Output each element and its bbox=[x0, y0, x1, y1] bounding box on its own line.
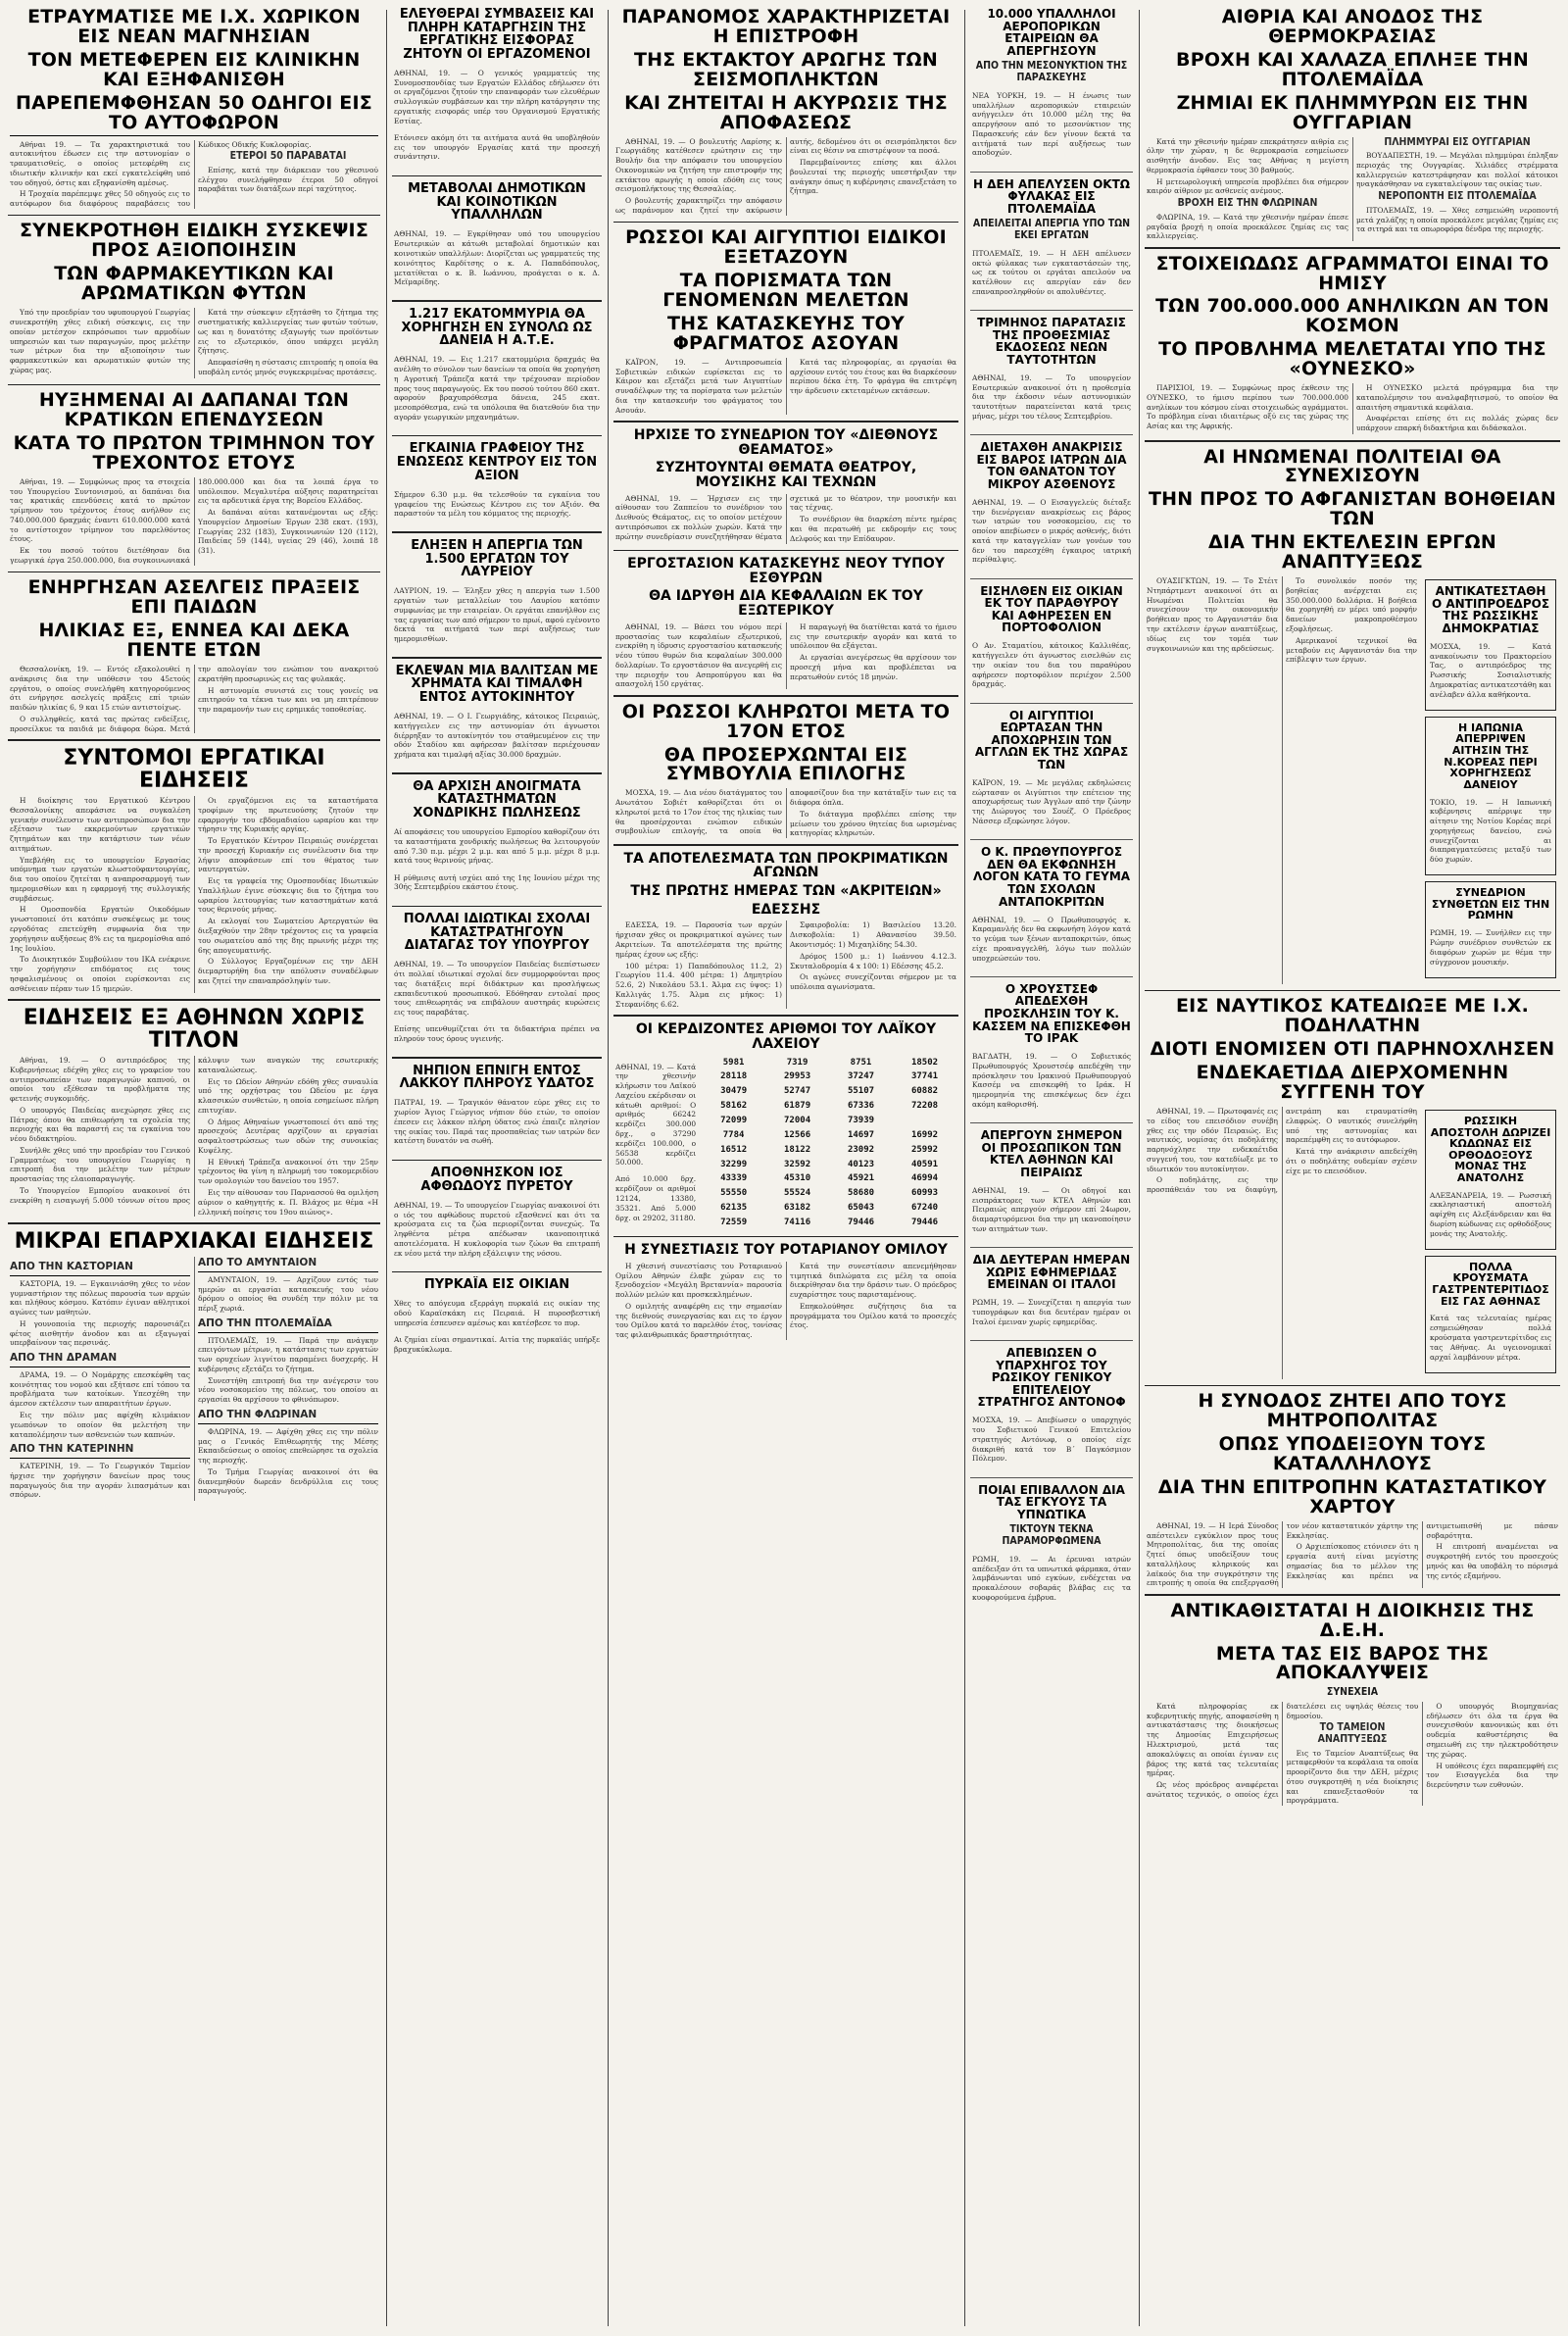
lottery-row bbox=[702, 1157, 956, 1171]
article-body: ΑΘΗΝΑΙ, 19. — Οι οδηγοί και εισπράκτορες των ΚΤΕΛ Αθηνών και Πειραιώς απεργούν σήμερον επί 24ωρον, διαμαρτυρόμενοι δια την μη ικανοποίησιν των αιτημάτων των. bbox=[972, 1185, 1131, 1233]
article-body: Αθήναι, 19. — Συμφώνως προς τα στοιχεία του Υπουργείου Συντονισμού, αι δαπάναι δια τας κρατικάς επενδύσεις κατά το πρώτον τρίμηνον του τρέχοντος έτους ανήλθον εις 740.000.000 δραχμάς έναντι 610.000.000 κατά το αντίστοιχον τρίμηνον του παρελθόντος έτους. Εκ του ποσού τούτου διετέθησαν δια γεωργικά έργα 250.000.000, δια συγκοινωνιακά 180.000.000 και δια τα λοιπά έργα το υπόλοιπον. Μεγαλυτέρα αύξησις παρατηρείται εις τα αρδευτικά έργα της Βορείου Ελλάδος. Αι δαπάναι αύται κατανέμονται ως εξής: Υπουργείον Δημοσίων Έργων 238 εκατ. (193), Γεωργίας 232 (183), Συγκοινωνιών 120 (112), Παιδείας 59 (144), υγείας 29 (46), λοιπά 18 (31). bbox=[10, 476, 378, 565]
article-body: ΑΘΗΝΑΙ, 19. — Το υπουργείον Γεωργίας ανακοινοί ότι ο ιός του αφθώδους πυρετού εξασθενεί και ότι τα κρούσματα εις τα ζώα περιορίζονται συνεχώς. Τα ληφθέντα μέτρα απέδωσαν ικανοποιητικά αποτελέσματα. Η κυκλοφορία των ζώων θα επιτραπή εκ νέου μετά την πλήρη εξάλειψιν της νόσου. bbox=[394, 1200, 600, 1258]
rule bbox=[970, 310, 1133, 311]
lottery-number: 61879 bbox=[784, 1101, 811, 1112]
headline-line: ΣΤΟΙΧΕΙΩΔΩΣ ΑΓΡΑΜΜΑΤΟΙ ΕΙΝΑΙ ΤΟ ΗΜΙΣΥ bbox=[1155, 252, 1549, 294]
article-body: ΟΥΑΣΙΓΚΤΩΝ, 19. — Το Στέιτ Ντηπάρτμεντ ανακοινοί ότι αι Ηνωμέναι Πολιτείαι θα συνεχίσουν την οικονομικήν βοήθειαν προς το Αφγανιστάν δια την εκτέλεσιν έργων αναπτύξεως, ιδίως εις τον τομέα των συγκοινωνιών και της αρδεύσεως. Το συνολικόν ποσόν της βοηθείας ανέρχεται εις 350.000.000 δολλάρια. Η βοήθεια θα χορηγηθή εν μέρει υπό μορφήν δανείων μακροπροθέσμου εξοφλήσεως. Αμερικανοί τεχνικοί θα μεταβούν εις Αφγανιστάν δια την επίβλεψιν των έργων. bbox=[1147, 576, 1417, 665]
lottery-number: 28118 bbox=[720, 1071, 748, 1082]
article-body: Αί αποφάσεις του υπουργείου Εμπορίου καθορίζουν ότι τα καταστήματα χονδρικής πωλήσεως θα λειτουργούν από 7.30 π.μ. μέχρι 2 μ.μ. και από 5 μ.μ. μέχρι 8 μ.μ. κατά τους θερινούς μήνας. Η ρύθμισις αυτή ισχύει από της 1ης Ιουνίου μέχρι της 30ής Σεπτεμβρίου εκάστου έτους. bbox=[394, 827, 600, 892]
lottery-number: 32299 bbox=[720, 1159, 748, 1169]
headline-line: ΗΛΙΚΙΑΣ ΕΞ, ΕΝΝΕΑ ΚΑΙ ΔΕΚΑ ΠΕΝΤΕ ΕΤΩΝ bbox=[38, 620, 350, 662]
lottery-number: 67336 bbox=[847, 1101, 875, 1112]
rule bbox=[8, 215, 380, 217]
article-rotary bbox=[612, 1241, 960, 1340]
article-egypt-celebrates bbox=[968, 708, 1135, 834]
article-body: ΑΘΗΝΑΙ, 19. — Ο γενικός γραμματεύς της Συνομοσπονδίας των Εργατών Ελλάδος εδήλωσεν ότι οι εργαζόμενοι ζητούν την επαναφοράν των ελευθέρων συλλογικών συμβάσεων και την πλήρη κατάργησιν της εργατικής εισφοράς υπέρ του Οργανισμού Εργατικής Εστίας. Ετόνισεν ακόμη ότι τα αιτήματα αυτά θα υποβληθούν εις τον υπουργόν Εργασίας κατά την προσεχή συνάντησιν. bbox=[394, 68, 600, 162]
rule bbox=[613, 222, 958, 224]
article-body: Αθήναι, 19. — Ο αντιπρόεδρος της Κυβερνήσεως εδέχθη χθες εις το γραφείον του αντιπροσωπείαν των παραγωγών καπνού, οι οποίοι του εξέθεσαν τα προβλήματα της φετεινής συγκομιδής. Ο υπουργός Παιδείας ανεχώρησε χθες εις Πάτρας όπου θα επιθεωρήση τα σχολεία της περιοχής και θα παραστή εις τα εγκαίνια του νέου διδακτηρίου. Συνήλθε χθες υπό την προεδρίαν του Γενικού Γραμματέως του υπουργείου Γεωργίας η επιτροπή δια την μελέτην των μέτρων προστασίας της ελαιοπαραγωγής. Το Υπουργείον Εμπορίου ανακοινοί ότι ενεκρίθη η εισαγωγή 5.000 τόννων σίτου προς κάλυψιν των αναγκών της εσωτερικής καταναλώσεως. Εις το Ωδείον Αθηνών εδόθη χθες συναυλία υπό της ορχήστρας του Ωδείου με έργα κλασσικών συνθετών, η οποία εσημείωσε πλήρη επιτυχίαν. Ο Δήμος Αθηναίων γνωστοποιεί ότι από της προσεχούς Δευτέρας αρχίζουν αι εργασίαι ασφαλτοστρώσεως των οδών της συνοικίας Κυψέλης. Η Εθνική Τράπεζα ανακοινοί ότι την 25ην τρέχοντος θα γίνη η πληρωμή του τοκομεριδίου των ομολογιών του δανείου του 1957. Εις την αίθουσαν του Παρνασσού θα ομιλήση αύριον ο καθηγητής κ. Π. Βλάχος με θέμα «Η ελληνική ποίησις του 19ου αιώνος». bbox=[10, 1056, 378, 1217]
article-afghanistan-aid bbox=[1143, 446, 1562, 984]
headline: Η ΔΕΗ ΑΠΕΛΥΣΕΝ ΟΚΤΩ ΦΥΛΑΚΑΣ ΕΙΣ ΠΤΟΛΕΜΑΪΔΑ bbox=[973, 176, 1130, 216]
lottery-number: 60882 bbox=[910, 1086, 939, 1097]
lottery-number: 55524 bbox=[784, 1188, 811, 1199]
column-rule bbox=[964, 10, 965, 2326]
headline-line: ΤΗΣ ΕΚΤΑΚΤΟΥ ΑΡΩΓΗΣ ΤΩΝ ΣΕΙΣΜΟΠΛΗΚΤΩΝ bbox=[633, 48, 939, 90]
article-body: Αθήναι 19. — Τα χαρακτηριστικά του αυτοκινήτου έδωσεν εις την αστυνομίαν ο τραυματισθείς, ο οποίος μετεφέρθη εις ιδιωτικήν κλινικήν και εκεί εγκατελείφθη υπό του οδηγού, όστις και εξηφανίσθη αμέσως. Η Τροχαία παρέπεμψε χθες 50 οδηγούς εις το αυτόφωρον δια διαφόρους παραβάσεις του Κώδικος Οδικής Κυκλοφορίας. ΕΤΕΡΟΙ 50 ΠΑΡΑΒΑΤΑΙ Επίσης, κατά την διάρκειαν του χθεσινού ελέγχου συνελήφθησαν έτεροι 50 οδηγοί παραβάται των διατάξεων περί ταχύτητος. bbox=[10, 139, 378, 209]
article-weather bbox=[1143, 6, 1562, 241]
headline: ΠΟΙΑΙ ΕΠΙΒΑΛΛΟΝ ΔΙΑ ΤΑΣ ΕΓΚΥΟΥΣ ΤΑ ΥΠΝΩΤΙΚΑ bbox=[978, 1482, 1125, 1521]
rule bbox=[8, 999, 380, 1001]
headline: ΑΠΟΘΝΗΣΚΟΝ ΙΟΣ ΑΦΘΩΔΟΥΣ ΠΥΡΕΤΟΥ bbox=[420, 1166, 573, 1194]
headline: ΑΝΤΙΚΑΤΕΣΤΑΘΗ Ο ΑΝΤΙΠΡΟΕΔΡΟΣ ΤΗΣ ΡΩΣΣΙΚΗΣ ΔΗΜΟΚΡΑΤΙΑΣ bbox=[1431, 584, 1550, 635]
rule bbox=[392, 1057, 602, 1059]
rule bbox=[392, 435, 602, 437]
lottery-number: 37741 bbox=[910, 1071, 939, 1082]
rule bbox=[8, 572, 380, 573]
article-body: Σήμερον 6.30 μ.μ. θα τελεσθούν τα εγκαίνια του γραφείου της Ενώσεως Κέντρου εις τον Αξιόν. Θα παραστούν τα μέλη του κόμματος της περιοχής. bbox=[394, 489, 600, 519]
section-heading: ΑΠΟ ΤΗΝ ΚΑΣΤΟΡΙΑΝ bbox=[10, 1261, 190, 1276]
rule bbox=[392, 906, 602, 908]
headline-line: ΔΙΟΤΙ ΕΝΟΜΙΣΕΝ ΟΤΙ ΠΑΡΗΝΟΧΛΗΣΕΝ bbox=[1150, 1038, 1555, 1061]
headline: ΣΥΝΤΟΜΟΙ ΕΡΓΑΤΙΚΑΙ ΕΙΔΗΣΕΙΣ bbox=[63, 745, 325, 793]
headline: ΔΙΕΤΑΧΘΗ ΑΝΑΚΡΙΣΙΣ ΕΙΣ ΒΑΡΟΣ ΙΑΤΡΩΝ ΔΙΑ ΤΟΝ ΘΑΝΑΤΟΝ ΤΟΥ ΜΙΚΡΟΥ ΑΣΘΕΝΟΥΣ bbox=[976, 440, 1127, 491]
subhead: ΑΠΟ ΤΗΝ ΜΕΣΟΝΥΚΤΙΟΝ ΤΗΣ ΠΑΡΑΣΚΕΥΗΣ bbox=[975, 60, 1128, 83]
article-body: ΑΘΗΝΑΙ, 19. — Ο Πρωθυπουργός κ. Καραμανλής δεν θα εκφωνήση λόγον κατά το γεύμα των ξένων ανταποκριτών, όπως είχε προαναγγελθή, λόγω των πολλών υποχρεώσεών του. bbox=[972, 915, 1131, 963]
article-body: ΑΠΟ ΤΗΝ ΚΑΣΤΟΡΙΑΝ ΚΑΣΤΟΡΙΑ, 19. — Εγκαινιάσθη χθες το νέον γυμναστήριον της πόλεως παρουσία των αρχών και πλήθους κόσμου. Κατόπιν έγιναν αθλητικοί αγώνες των μαθητών. Η γουνοποιία της περιοχής παρουσιάζει φέτος αισθητήν άνοδον και αι εξαγωγαί υπερβαίνουν τας περσινάς. ΑΠΟ ΤΗΝ ΔΡΑΜΑΝ ΔΡΑΜΑ, 19. — Ο Νομάρχης επεσκέφθη τας κοινότητας του νομού και εξήτασε επί τόπου τα προβλήματα των κατοίκων. Υπεσχέθη την άμεσον εκτέλεσιν των απαραιτήτων έργων. Εις την πόλιν μας αφίχθη κλιμάκιον γεωπόνων το οποίον θα μελετήση την καταπολέμησιν των ασθενειών των καπνών. ΑΠΟ ΤΗΝ ΚΑΤΕΡΙΝΗΝ ΚΑΤΕΡΙΝΗ, 19. — Το Γεωργικόν Ταμείον ήρχισε την χορήγησιν δανείων προς τους παραγωγούς δια την αγοράν λιπασμάτων και σπόρων. ΑΠΟ ΤΟ ΑΜΥΝΤΑΙΟΝ ΑΜΥΝΤΑΙΟΝ, 19. — Αρχίζουν εντός των ημερών αι εργασίαι κατασκευής του νέου δρόμου ο οποίος θα συνδέη την πόλιν με τα πέριξ χωριά. ΑΠΟ ΤΗΝ ΠΤΟΛΕΜΑΪΔΑ ΠΤΟΛΕΜΑΪΣ, 19. — Παρά την ανάγκην επειγόντων μέτρων, η κατάστασις των εργατών των ορυχείων λιγνίτου παραμένει δυσχερής. Η κυβέρνησις εξετάζει το ζήτημα. Συνεστήθη επιτροπή δια την ανέγερσιν του νέου νοσοκομείου της πόλεως, του οποίου αι εργασίαι θα αρχίσουν το φθινόπωρον. ΑΠΟ ΤΗΝ ΦΛΩΡΙΝΑΝ ΦΛΩΡΙΝΑ, 19. — Αφίχθη χθες εις την πόλιν μας ο Γενικός Επιθεωρητής της Μέσης Εκπαιδεύσεως ο οποίος επεθεώρησε τα σχολεία της περιοχής. Το Τμήμα Γεωργίας ανακοινοί ότι θα διανεμηθούν δωρεάν δενδρύλλια εις τους παραγωγούς. bbox=[10, 1256, 378, 1500]
rule bbox=[1145, 1385, 1560, 1387]
rule bbox=[392, 175, 602, 177]
article-airline-strike bbox=[968, 6, 1135, 166]
article-antonov-died bbox=[968, 1345, 1135, 1471]
headline: ΕΚΛΕΨΑΝ ΜΙΑ ΒΑΛΙΤΣΑΝ ΜΕ ΧΡΗΜΑΤΑ ΚΑΙ ΤΙΜΑΛΦΗ ΕΝΤΟΣ ΑΥΤΟΚΙΝΗΤΟΥ bbox=[395, 663, 599, 706]
article-body: ΜΟΣΧΑ, 19. — Απεβίωσεν ο υπαρχηγός του Σοβιετικού Γενικού Επιτελείου στρατηγός Αντόνωφ, ο οποίος είχε διακριθή κατά τον Β΄ Παγκόσμιον Πόλεμον. bbox=[972, 1416, 1131, 1464]
article-body: Θεσσαλονίκη, 19. — Εντός εξακολουθεί η ανάκρισις δια την υπόθεσιν του 45ετούς εργάτου, ο οποίος συνελήφθη κατηγορούμενος ότι ενήργησε ασελγείς πράξεις επί τριών παιδών ηλικίας 6, 9 και 15 ετών αντιστοίχως. Ο συλληφθείς, κατά τας πρώτας ενδείξεις, προσείλκυε τα παιδιά με διάφορα δώρα. Μετά την απολογίαν του ενώπιον του ανακριτού εκρατήθη προσωρινώς εις τας φυλακάς. Η αστυνομία συνιστά εις τους γονείς να επιτηρούν τα τέκνα των και να μη επιτρέπουν την παραμονήν των εις ερημικάς τοποθεσίας. bbox=[10, 664, 378, 733]
headline: ΠΥΡΚΑΪΑ ΕΙΣ ΟΙΚΙΑΝ bbox=[423, 1277, 570, 1293]
headline-line: ΤΑ ΠΟΡΙΣΜΑΤΑ ΤΩΝ ΓΕΝΟΜΕΝΩΝ ΜΕΛΕΤΩΝ bbox=[662, 270, 909, 312]
article-body: Χθες το απόγευμα εξερράγη πυρκαϊά εις οικίαν της οδού Καραϊσκάκη εις Πειραιά. Η πυροσβεστική υπηρεσία έσπευσεν αμέσως και κατέσβεσε το πυρ. Αι ζημίαι είναι σημαντικαί. Αιτία της πυρκαϊάς υπήρξε βραχυκύκλωμα. bbox=[394, 1299, 600, 1354]
article-body: ΑΛΕΞΑΝΔΡΕΙΑ, 19. — Ρωσσική εκκλησιαστική αποστολή αφίχθη εις Αλεξάνδρειαν και θα δωρίση κώδωνας εις ορθοδόξους μονάς της Ανατολής. bbox=[1430, 1190, 1551, 1238]
rule bbox=[613, 421, 958, 422]
article-unesco-literacy bbox=[1143, 253, 1562, 434]
lottery-number: 55107 bbox=[847, 1086, 875, 1097]
article-body: ΠΤΟΛΕΜΑΪΣ, 19. — Η ΔΕΗ απέλυσεν οκτώ φύλακας των εγκαταστάσεών της, ως εκ τούτου οι εργάται απειλούν να κατέλθουν εις απεργίαν εάν δεν επαναπροσληφθούν οι απολυθέντες. bbox=[972, 248, 1131, 296]
headline-line: ΤΗΣ ΠΡΩΤΗΣ ΗΜΕΡΑΣ ΤΩΝ «ΑΚΡΙΤΕΙΩΝ» bbox=[630, 883, 942, 900]
headline: ΡΩΣΣΙΚΗ ΑΠΟΣΤΟΛΗ ΔΩΡΙΖΕΙ ΚΩΔΩΝΑΣ ΕΙΣ ΟΡΘΟΔΟΞΟΥΣ ΜΟΝΑΣ ΤΗΣ ΑΝΑΤΟΛΗΣ bbox=[1430, 1114, 1551, 1184]
rule bbox=[970, 1247, 1133, 1248]
lottery-row bbox=[702, 1171, 956, 1186]
rule bbox=[970, 839, 1133, 840]
article-body: ΚΑΪΡΟΝ, 19. — Με μεγάλας εκδηλώσεις εώρτασαν οι Αιγύπτιοι την επέτειον της αποχωρήσεως των Άγγλων από την ζώνην της Διώρυγος του Σουέζ. Ο Πρόεδρος Νάσσερ εξεφώνησε λόγον. bbox=[972, 777, 1131, 825]
headline: ΤΡΙΜΗΝΟΣ ΠΑΡΑΤΑΣΙΣ ΤΗΣ ΠΡΟΘΕΣΜΙΑΣ ΕΚΔΟΣΕΩΣ ΝΕΩΝ ΤΑΥΤΟΤΗΤΩΝ bbox=[977, 316, 1126, 367]
headline: ΜΙΚΡΑΙ ΕΠΑΡΧΙΑΚΑΙ ΕΙΔΗΣΕΙΣ bbox=[14, 1228, 374, 1254]
article-doctors-inquiry bbox=[968, 439, 1135, 572]
article-body: ΑΘΗΝΑΙ, 19. — Εις 1.217 εκατομμύρια δραχμάς θα ανέλθη το σύνολον των δανείων τα οποία θα χορηγήση η Αγροτική Τράπεζα κατά την τρέχουσαν περίοδον προς τους παραγωγούς. Εκ του ποσού τούτου 860 εκατ. αφορούν βραχυπρόθεσμα δάνεια, 245 εκατ. μεσοπρόθεσμα, ενώ τα υπόλοιπα θα διατεθούν δια την αγοράν γεωργικών μηχανημάτων. bbox=[394, 355, 600, 422]
headline-line: Η ΣΥΝΟΔΟΣ ΖΗΤΕΙ ΑΠΟ ΤΟΥΣ ΜΗΤΡΟΠΟΛΙΤΑΣ bbox=[1198, 1390, 1507, 1432]
lottery-number: 45310 bbox=[784, 1173, 811, 1184]
subhead: ΑΠΕΙΛΕΙΤΑΙ ΑΠΕΡΓΙΑ ΥΠΟ ΤΩΝ ΕΚΕΙ ΕΡΓΑΤΩΝ bbox=[972, 218, 1131, 241]
headline: 1.217 ΕΚΑΤΟΜΜΥΡΙΑ ΘΑ ΧΟΡΗΓΗΣΗ ΕΝ ΣΥΝΟΛΩ ΩΣ ΔΑΝΕΙΑ Η Α.Τ.Ε. bbox=[401, 306, 593, 349]
headline: ΕΙΣΗΛΘΕΝ ΕΙΣ ΟΙΚΙΑΝ ΕΚ ΤΟΥ ΠΑΡΑΘΥΡΟΥ ΚΑΙ ΑΦΗΡΕΣΕΝ ΕΝ ΠΟΡΤΟΦΟΛΙΟΝ bbox=[980, 583, 1123, 635]
article-italy-papers bbox=[968, 1252, 1135, 1334]
article-body: ΑΘΗΝΑΙ, 19. — Κατά την χθεσινήν κλήρωσιν του Λαϊκού Λαχείου εκέρδισαν οι κάτωθι αριθμοί: Ο αριθμός 66242 κερδίζει 300.000 δρχ., ο 37290 κερδίζει 100.000, ο 56538 κερδίζει 50.000. Από 10.000 δρχ. κερδίζουν οι αριθμοί 12124, 13380, 35321. Από 5.000 δρχ. οι 29202, 31180. bbox=[615, 1062, 697, 1222]
lottery-number: 32592 bbox=[784, 1159, 811, 1169]
article-body: ΒΑΓΔΑΤΗ, 19. — Ο Σοβιετικός Πρωθυπουργός Χρουστσέφ απεδέχθη την πρόσκλησιν του Ιρακινού Πρωθυπουργού Κασσέμ να επισκεφθή το Ιράκ. Η ημερομηνία της επισκέψεως δεν έχει ακόμη καθορισθή. bbox=[972, 1052, 1131, 1109]
headline: Η ΣΥΝΕΣΤΙΑΣΙΣ ΤΟΥ ΡΟΤΑΡΙΑΝΟΥ ΟΜΙΛΟΥ bbox=[624, 1242, 948, 1259]
lottery-number: 46994 bbox=[910, 1173, 939, 1184]
headline: ΜΕΤΑΒΟΛΑΙ ΔΗΜΟΤΙΚΩΝ ΚΑΙ ΚΟΙΝΟΤΙΚΩΝ ΥΠΑΛΛΗΛΩΝ bbox=[408, 181, 586, 224]
subhead: ΕΤΕΡΟΙ 50 ΠΑΡΑΒΑΤΑΙ bbox=[229, 150, 347, 163]
headline-line: ΑΙ ΗΝΩΜΕΝΑΙ ΠΟΛΙΤΕΙΑΙ ΘΑ ΣΥΝΕΧΙΣΟΥΝ bbox=[1203, 445, 1501, 487]
rule bbox=[613, 550, 958, 552]
column-2 bbox=[390, 6, 604, 2330]
rule bbox=[613, 1236, 958, 1238]
lottery-number: 18502 bbox=[910, 1057, 939, 1068]
lottery-row bbox=[702, 1186, 956, 1201]
lottery-number: 14697 bbox=[847, 1129, 875, 1140]
lottery-number: 16992 bbox=[910, 1129, 939, 1140]
headline-line: ΕΝΔΕΚΑΕΤΙΔΑ ΔΙΕΡΧΟΜΕΝΗΝ ΣΥΓΓΕΝΗ ΤΟΥ bbox=[1196, 1062, 1509, 1104]
article-ate-loans bbox=[390, 306, 604, 429]
lottery-number: 25992 bbox=[910, 1144, 939, 1155]
lottery-number: 74116 bbox=[784, 1218, 811, 1228]
headline: ΠΟΛΛΑ ΚΡΟΥΣΜΑΤΑ ΓΑΣΤΡΕΝΤΕΡΙΤΙΔΟΣ ΕΙΣ ΓΑΣ ΑΘΗΝΑΣ bbox=[1432, 1260, 1549, 1308]
headline-line: ΤΗΣ ΚΑΤΑΣΚΕΥΗΣ ΤΟΥ ΦΡΑΓΜΑΤΟΣ ΑΣΟΥΑΝ bbox=[667, 313, 905, 354]
article-municipal-staff bbox=[390, 180, 604, 294]
subhead: ΣΥΝΕΧΕΙΑ bbox=[1326, 1686, 1379, 1699]
rule bbox=[613, 695, 958, 697]
lottery-number: 45921 bbox=[847, 1173, 875, 1184]
article-door-factory bbox=[612, 555, 960, 689]
article-body: ΤΟΚΙΟ, 19. — Η Ιαπωνική κυβέρνησις απέρριψε την αίτησιν της Νοτίου Κορέας περί χορηγήσεως δανείου, ενώ συνεχίζονται αι διαπραγματεύσεις μεταξύ των δύο χωρών. bbox=[1430, 797, 1551, 865]
headline: 10.000 ΥΠΑΛΛΗΛΟΙ ΑΕΡΟΠΟΡΙΚΩΝ ΕΤΑΙΡΕΙΩΝ ΘΑ ΑΠΕΡΓΗΣΟΥΝ bbox=[987, 7, 1116, 58]
rule bbox=[970, 578, 1133, 579]
lottery-number: 65043 bbox=[847, 1203, 875, 1214]
headline: ΑΠΕΒΙΩΣΕΝ Ο ΥΠΑΡΧΗΓΟΣ ΤΟΥ ΡΩΣΙΚΟΥ ΓΕΝΙΚΟΥ ΕΠΙΤΕΛΕΙΟΥ ΣΤΡΑΤΗΓΟΣ ΑΝΤΟΝΟΦ bbox=[977, 1345, 1126, 1410]
lottery-number: 16512 bbox=[720, 1144, 748, 1155]
boxed-article bbox=[1425, 579, 1556, 711]
lottery-number: 7319 bbox=[786, 1057, 808, 1068]
headline-line: ΣΥΝΕΚΡΟΤΗΘΗ ΕΙΔΙΚΗ ΣΥΣΚΕΨΙΣ ΠΡΟΣ ΑΞΙΟΠΟΙΗΣΙΝ bbox=[19, 220, 369, 262]
subhead: ΤΟ ΤΑΜΕΙΟΝ ΑΝΑΠΤΥΞΕΩΣ bbox=[1317, 1721, 1388, 1746]
rule bbox=[8, 1222, 380, 1224]
article-body: ΜΟΣΧΑ, 19. — Δια νέου διατάγματος του Ανωτάτου Σοβιέτ καθορίζεται ότι οι κληρωτοί μετά το 17ον έτος της ηλικίας των θα προσέρχονται ενώπιον ειδικών συμβουλίων επιλογής, τα οποία θα αποφασίζουν δια την κατάταξίν των εις τα διάφορα όπλα. Το διάταγμα προβλέπει επίσης την μείωσιν του χρόνου θητείας δια ωρισμένας κατηγορίας κληρωτών. bbox=[615, 788, 956, 838]
article-body: ΕΔΕΣΣΑ, 19. — Παρουσία των αρχών ήρχισαν χθες οι προκριματικοί αγώνες των Ακριτείων. Τα αποτελέσματα της πρώτης ημέρας έχουν ως εξής: 100 μέτρα: 1) Παπαδόπουλος 11.2, 2) Γεωργίου 11.4. 400 μέτρα: 1) Δημητρίου 52.6, 2) Νικολάου 53.1. Άλμα εις ύψος: 1) Καλλιγάς 1.75. Άλμα εις μήκος: 1) Στεφανίδης 6.62. Σφαιροβολία: 1) Βασιλείου 13.20. Δισκοβολία: 1) Αθανασίου 39.50. Ακοντισμός: 1) Μιχαηλίδης 54.30. Δρόμος 1500 μ.: 1) Ιωάννου 4.12.3. Σκυταλοδρομία 4 x 100: 1) Εδέσσης 45.2. Οι αγώνες συνεχίζονται σήμερον με τα υπόλοιπα αγωνίσματα. bbox=[615, 920, 956, 1009]
headline-line: ΔΙΑ ΤΗΝ ΕΠΙΤΡΟΠΗΝ ΚΑΤΑΣΤΑΤΙΚΟΥ ΧΑΡΤΟΥ bbox=[1157, 1475, 1547, 1517]
rule bbox=[613, 1015, 958, 1017]
headline-line: ΤΑ ΑΠΟΤΕΛΕΣΜΑΤΑ ΤΩΝ ΠΡΟΚΡΙΜΑΤΙΚΩΝ ΑΓΩΝΩΝ bbox=[623, 850, 949, 881]
column-rule bbox=[386, 10, 387, 2326]
lottery-row bbox=[702, 1069, 956, 1084]
rule bbox=[970, 172, 1133, 173]
article-akriteia-games bbox=[612, 850, 960, 1010]
article-body: ΝΕΑ ΥΟΡΚΗ, 19. — Η ένωσις των υπαλλήλων αεροπορικών εταιρειών ανήγγειλεν ότι 10.000 μέλη της θα απεργήσουν από το μεσονύκτιον της Παρασκευής εάν δεν γίνουν δεκτά τα αιτήματά των περί αυξήσεως των αποδοχών. bbox=[972, 90, 1131, 158]
lottery-number: 12566 bbox=[784, 1129, 811, 1140]
headline-line: ΚΑΤΑ ΤΟ ΠΡΩΤΟΝ ΤΡΙΜΗΝΟΝ ΤΟΥ ΤΡΕΧΟΝΤΟΣ ΕΤΟΥΣ bbox=[13, 431, 375, 473]
boxed-article bbox=[1425, 881, 1556, 977]
headline-line: ΘΑ ΙΔΡΥΘΗ ΔΙΑ ΚΕΦΑΛΑΙΩΝ ΕΚ ΤΟΥ ΕΞΩΤΕΡΙΚΟΥ bbox=[649, 588, 923, 620]
headline-line: ΖΗΜΙΑΙ ΕΚ ΠΛΗΜΜΥΡΩΝ ΕΙΣ ΤΗΝ ΟΥΓΓΑΡΙΑΝ bbox=[1176, 91, 1529, 133]
headline: ΣΥΝΕΔΡΙΟΝ ΣΥΝΘΕΤΩΝ ΕΙΣ ΤΗΝ ΡΩΜΗΝ bbox=[1431, 886, 1550, 922]
headline: ΘΑ ΑΡΧΙΣΗ ΑΝΟΙΓΜΑΤΑ ΚΑΤΑΣΤΗΜΑΤΩΝ ΧΟΝΔΡΙΚΗΣ ΠΩΛΗΣΕΩΣ bbox=[413, 778, 581, 821]
article-body: ΑΘΗΝΑΙ, 19. — Πρωτοφανές εις το είδος του επεισόδιον συνέβη χθες εις την οδόν Πειραιώς. Εις ναυτικός, νομίσας ότι ποδηλάτης παρηνόχλησε την ενδεκαέτιδα συγγενή του, τον κατεδίωξε με το ιδιωτικόν του αυτοκίνητον. Ο ποδηλάτης, εις την προσπάθειάν του να διαφύγη, ανετράπη και ετραυματίσθη ελαφρώς. Ο ναυτικός συνελήφθη υπό της αστυνομίας και παρεπέμφθη εις το αυτόφωρον. Κατά την ανάκρισιν απεδείχθη ότι ο ποδηλάτης ουδεμίαν σχέσιν είχε με το επεισόδιον. bbox=[1147, 1106, 1417, 1195]
headline-line: ΑΝΤΙΚΑΘΙΣΤΑΤΑΙ Η ΔΙΟΙΚΗΣΙΣ ΤΗΣ Δ.Ε.Η. bbox=[1170, 1599, 1535, 1641]
column-1 bbox=[6, 6, 382, 2330]
section-heading: ΑΠΟ ΤΗΝ ΔΡΑΜΑΝ bbox=[10, 1352, 190, 1367]
lottery-row bbox=[702, 1216, 956, 1230]
headline-line: ΤΗΝ ΠΡΟΣ ΤΟ ΑΦΓΑΝΙΣΤΑΝ ΒΟΗΘΕΙΑΝ ΤΩΝ bbox=[1148, 488, 1557, 530]
article-dei-guards bbox=[968, 176, 1135, 304]
article-sailor-cyclist bbox=[1143, 995, 1562, 1378]
headline: ΑΠΕΡΓΟΥΝ ΣΗΜΕΡΟΝ ΟΙ ΠΡΟΣΩΠΙΚΟΝ ΤΩΝ ΚΤΕΛ ΑΘΗΝΩΝ ΚΑΙ ΠΕΙΡΑΙΩΣ bbox=[980, 1128, 1123, 1179]
lottery-number: 72559 bbox=[720, 1218, 748, 1228]
lottery-number: 52747 bbox=[784, 1086, 811, 1097]
subhead: ΤΙΚΤΟΥΝ ΤΕΚΝΑ ΠΑΡΑΜΟΡΦΩΜΕΝΑ bbox=[1002, 1523, 1102, 1547]
headline-line: ΔΙΑ ΤΗΝ ΕΚΤΕΛΕΣΙΝ ΕΡΓΩΝ ΑΝΑΠΤΥΞΕΩΣ bbox=[1207, 531, 1497, 573]
headline-line: ΕΤΡΑΥΜΑΤΙΣΕ ΜΕ Ι.Χ. ΧΩΡΙΚΟΝ ΕΙΣ ΝΕΑΝ ΜΑΓΝΗΣΙΑΝ bbox=[27, 6, 361, 47]
headline: ΝΗΠΙΟΝ ΕΠΝΙΓΗ ΕΝΤΟΣ ΛΑΚΚΟΥ ΠΛΗΡΟΥΣ ΥΔΑΤΟΣ bbox=[399, 1063, 595, 1092]
article-synod-charter bbox=[1143, 1390, 1562, 1588]
article-body: Υπό την προεδρίαν του υφυπουργού Γεωργίας συνεκροτήθη χθες ειδική σύσκεψις, εις την οποίαν μετέσχον εκπρόσωποι των αρμοδίων υπηρεσιών και των παραγωγών, προς μελέτην των μέτρων δια την αξιοποίησιν των φαρμακευτικών και αρωματικών φυτών της χώρας μας. Κατά την σύσκεψιν εξητάσθη το ζήτημα της συστηματικής καλλιεργείας των φυτών τούτων, ως και η δυνατότης εξαγωγής των προϊόντων εις το εξωτερικόν, όπου υπάρχει μεγάλη ζήτησις. Απεφασίσθη η σύστασις επιτροπής η οποία θα υποβάλη εντός μηνός συγκεκριμένας προτάσεις. bbox=[10, 308, 378, 376]
headline-line: ΘΑ ΠΡΟΣΕΡΧΩΝΤΑΙ ΕΙΣ ΣΥΜΒΟΥΛΙΑ ΕΠΙΛΟΓΗΣ bbox=[663, 743, 908, 785]
rule bbox=[970, 976, 1133, 977]
lottery-number: 40123 bbox=[847, 1159, 875, 1169]
headline: ΔΙΑ ΔΕΥΤΕΡΑΝ ΗΜΕΡΑΝ ΧΩΡΙΣ ΕΦΗΜΕΡΙΔΑΣ ΕΜΕΙΝΑΝ ΟΙ ΙΤΑΛΟΙ bbox=[972, 1253, 1131, 1292]
lottery-number: 43339 bbox=[720, 1173, 748, 1184]
headline: Ο ΧΡΟΥΣΤΣΕΦ ΑΠΕΔΕΧΘΗ ΠΡΟΣΚΛΗΣΙΝ ΤΟΥ Κ. ΚΑΣΣΕΜ ΝΑ ΕΠΙΣΚΕΦΘΗ ΤΟ ΙΡΑΚ bbox=[972, 981, 1131, 1046]
rule bbox=[1145, 247, 1560, 249]
boxed-article bbox=[1425, 1256, 1556, 1373]
lottery-number: 63182 bbox=[784, 1203, 811, 1214]
headline-line: ΚΑΙ ΖΗΤΕΙΤΑΙ Η ΑΚΥΡΩΣΙΣ ΤΗΣ ΑΠΟΦΑΣΕΩΣ bbox=[624, 91, 948, 133]
headline-line: ΑΙΘΡΙΑ ΚΑΙ ΑΝΟΔΟΣ ΤΗΣ ΘΕΡΜΟΚΡΑΣΙΑΣ bbox=[1221, 6, 1484, 47]
rule bbox=[970, 1122, 1133, 1123]
article-state-investments bbox=[6, 389, 382, 566]
lottery-number: 8751 bbox=[850, 1057, 872, 1068]
article-body: ΑΘΗΝΑΙ, 19. — Βάσει του νόμου περί προστασίας των κεφαλαίων εξωτερικού, ενεκρίθη η ίδρυσις εργοστασίου κατασκευής νέου τύπου θυρών δια κεφαλαίων 300.000 δολλαρίων. Το εργοστάσιον θα ανεγερθή εις την περιοχήν του Ασπροπύργου και θα απασχολή 150 εργάτας. Η παραγωγή θα διατίθεται κατά το ήμισυ εις την εσωτερικήν αγοράν και κατά το υπόλοιπον θα εξάγεται. Αι εργασίαι ανεγέρσεως θα αρχίσουν τον προσεχή μήνα και προβλέπεται να περατωθούν εντός 18 μηνών. bbox=[615, 621, 956, 689]
article-body: ΚΑΪΡΟΝ, 19. — Αντιπροσωπεία Σοβιετικών ειδικών ευρίσκεται εις το Κάιρον και εξετάζει μετά των Αιγυπτίων συναδέλφων της τα πορίσματα των μελετών δια την κατασκευήν του φράγματος του Ασουάν. Κατά τας πληροφορίας, αι εργασίαι θα αρχίσουν εντός του έτους και θα διαρκέσουν περίπου δέκα έτη. Το φράγμα θα επιτρέψη την άρδευσιν εκτεταμένων εκτάσεων. bbox=[615, 357, 956, 415]
headline-line: ΜΕΤΑ ΤΑΣ ΕΙΣ ΒΑΡΟΣ ΤΗΣ ΑΠΟΚΑΛΥΨΕΙΣ bbox=[1215, 1642, 1490, 1684]
article-id-cards bbox=[968, 315, 1135, 428]
article-provincial-news bbox=[6, 1228, 382, 1501]
headline-line: ΣΥΖΗΤΟΥΝΤΑΙ ΘΕΜΑΤΑ ΘΕΑΤΡΟΥ, ΜΟΥΣΙΚΗΣ ΚΑΙ ΤΕΧΝΩΝ bbox=[655, 460, 917, 491]
headline-line: ΗΡΧΙΣΕ ΤΟ ΣΥΝΕΔΡΙΟΝ ΤΟΥ «ΔΙΕΘΝΟΥΣ ΘΕΑΜΑΤΟΣ» bbox=[633, 426, 939, 458]
lottery-number: 79446 bbox=[910, 1218, 939, 1228]
article-body: ΜΟΣΧΑ, 19. — Κατά ανακοίνωσιν του Πρακτορείου Τας, ο αντιπρόεδρος της Ρωσσικής Σοσιαλιστικής Δημοκρατίας αντικατεστάθη και ανέλαβεν άλλα καθήκοντα. bbox=[1430, 641, 1551, 699]
section-heading: ΑΠΟ ΤΗΝ ΚΑΤΕΡΙΝΗΝ bbox=[10, 1443, 190, 1459]
subhead: ΠΛΗΜΜΥΡΑΙ ΕΙΣ ΟΥΓΓΑΡΙΑΝ bbox=[1384, 135, 1531, 148]
lottery-row bbox=[702, 1084, 956, 1099]
article-body: ΠΑΤΡΑΙ, 19. — Τραγικόν θάνατον εύρε χθες εις το χωρίον Άγιος Γεώργιος νήπιον δύο ετών, το οποίον έπεσεν εις λάκκον πλήρη ύδατος ενώ έπαιζε πλησίον της οικίας του. Παρά τας προσπαθείας των ιατρών δεν κατέστη δυνατόν να σωθή. bbox=[394, 1098, 600, 1146]
subhead: ΝΕΡΟΠΟΝΤΗ ΕΙΣ ΠΤΟΛΕΜΑΪΔΑ bbox=[1378, 190, 1537, 203]
newspaper-page bbox=[6, 6, 1562, 2330]
article-body: Η χθεσινή συνεστίασις του Ροταριανού Ομίλου Αθηνών έλαβε χώραν εις το ξενοδοχείον «Μεγάλη Βρεταννία» παρουσία πολλών μελών και προσκεκλημένων. Ο ομιλητής αναφέρθη εις την σημασίαν της διεθνούς συνεργασίας και εις το έργον του Ομίλου κατά το παρελθόν έτος, τονίσας τας φιλανθρωπικάς δραστηριότητας. Κατά την συνεστίασιν απενεμήθησαν τιμητικά διπλώματα εις μέλη τα οποία διεκρίθησαν δια την δράσιν των. Ο πρόεδρος ευχαρίστησε τους παρισταμένους. Επηκολούθησε συζήτησις δια τα προγράμματα του Ομίλου κατά το προσεχές έτος. bbox=[615, 1261, 956, 1340]
article-body: ΑΘΗΝΑΙ, 19. — Ο βουλευτής Λαρίσης κ. Γεωργιάδης κατέθεσεν ερώτησιν εις την Βουλήν δια την απόφασιν του υπουργείου Οικονομικών να ζητήση την επιστροφήν της εκτάκτου αρωγής η οποία εδόθη εις τους σεισμοπλήκτους της Θεσσαλίας. Ο βουλευτής χαρακτηρίζει την απόφασιν ως παράνομον και ζητεί την ακύρωσιν αυτής, δεδομένου ότι οι σεισμόπληκτοι δεν είναι εις θέσιν να επιστρέψουν τα ποσά. Παρεμβαίνοντες επίσης και άλλοι βουλευταί της περιοχής υπεστήριξαν την ανάγκην όπως η κυβέρνησις επανεξετάση το ζήτημα. bbox=[615, 136, 956, 215]
article-suitcase-theft bbox=[390, 663, 604, 768]
article-wallet-theft bbox=[968, 583, 1135, 697]
article-khrushchev-iraq bbox=[968, 981, 1135, 1117]
lottery-row bbox=[702, 1142, 956, 1157]
rule bbox=[8, 739, 380, 741]
lottery-number: 72208 bbox=[910, 1101, 939, 1112]
article-body: Κατά πληροφορίας εκ κυβερνητικής πηγής, αποφασίσθη η αντικατάστασις της διοικήσεως της Δημοσίας Επιχειρήσεως Ηλεκτρισμού, μετά τας αποκαλύψεις αι οποίαι έγιναν εις βάρος της κατά τας τελευταίας ημέρας. Ως νέος πρόεδρος αναφέρεται ανώτατος τεχνικός, ο οποίος έχει διατελέσει εις υψηλάς θέσεις του δημοσίου. ΤΟ ΤΑΜΕΙΟΝ ΑΝΑΠΤΥΞΕΩΣ Εις το Ταμείον Αναπτύξεως θα μεταφερθούν τα κεφάλαια τα οποία προορίζοντο δια την ΔΕΗ, μέχρις ότου συγκροτηθή η νέα διοίκησις και επανεξετασθούν τα προγράμματα. Ο υπουργός Βιομηχανίας εδήλωσεν ότι όλα τα έργα θα συνεχισθούν κανονικώς και ότι ουδεμία καθυστέρησις θα σημειωθή εις την ηλεκτροδότησιν της χώρας. Η υπόθεσις έχει παραπεμφθή εις τον Εισαγγελέα δια την διερεύνησιν των ευθυνών. bbox=[1147, 1701, 1558, 1806]
article-russian-conscripts bbox=[612, 701, 960, 839]
rule bbox=[392, 1160, 602, 1162]
lottery-number: 58680 bbox=[847, 1188, 875, 1199]
headline-line: ΕΝΗΡΓΗΣΑΝ ΑΣΕΛΓΕΙΣ ΠΡΑΞΕΙΣ ΕΠΙ ΠΑΙΔΩΝ bbox=[27, 576, 361, 619]
headline-line: ΤΩΝ 700.000.000 ΑΝΗΛΙΚΩΝ ΑΝ ΤΟΝ ΚΟΣΜΟΝ bbox=[1155, 295, 1549, 337]
article-body: ΑΘΗΝΑΙ, 19. — Το υπουργείον Εσωτερικών ανακοινοί ότι η προθεσμία δια την έκδοσιν νέων αστυνομικών ταυτοτήτων παρατείνεται κατά τρεις μήνας, μέχρι του τέλους Σεπτεμβρίου. bbox=[972, 373, 1131, 421]
lottery-number: 67240 bbox=[910, 1203, 939, 1214]
lottery-number: 73939 bbox=[847, 1116, 875, 1126]
article-ktel-strike bbox=[968, 1127, 1135, 1241]
article-body: ΑΘΗΝΑΙ, 19. — Ήρχισεν εις την αίθουσαν του Ζαππείου το συνέδριον του Διεθνούς Θεάματος, εις το οποίον μετέχουν αντιπρόσωποι εκ πολλών χωρών. Κατά την πρώτην συνεδρίασιν συνεζητήθησαν θέματα σχετικά με το θέατρον, την μουσικήν και τας τέχνας. Το συνέδριον θα διαρκέση πέντε ημέρας και θα περατωθή με εκδρομήν εις τους Δελφούς και την Επίδαυρον. bbox=[615, 493, 956, 543]
article-body: ΡΩΜΗ, 19. — Συνεχίζεται η απεργία των τυπογράφων και δια δευτέραν ημέραν οι Ιταλοί έμειναν χωρίς εφημερίδας. bbox=[972, 1298, 1131, 1326]
headline-line: ΤΟ ΠΡΟΒΛΗΜΑ ΜΕΛΕΤΑΤΑΙ ΥΠΟ ΤΗΣ «ΟΥΝΕΣΚΟ» bbox=[1158, 338, 1546, 380]
rule bbox=[1145, 440, 1560, 442]
headline-line: ΠΑΡΑΝΟΜΟΣ ΧΑΡΑΚΤΗΡΙΖΕΤΑΙ Η ΕΠΙΣΤΡΟΦΗ bbox=[621, 6, 951, 47]
article-aswan-dam bbox=[612, 226, 960, 415]
article-body: ΑΘΗΝΑΙ, 19. — Εγκρίθησαν υπό του υπουργείου Εσωτερικών αι κάτωθι μεταβολαί δημοτικών και κοινοτικών υπαλλήλων: Διορίζεται ως γραμματεύς της κοινότητος Καρδίτσης ο κ. Α. Παπαδόπουλος, μετατίθεται ο κ. Β. Ιωάννου, προάγεται ο κ. Δ. Μεϊμαρίδης. bbox=[394, 229, 600, 287]
article-infant-drowned bbox=[390, 1063, 604, 1154]
headline-line: ΕΙΣ ΝΑΥΤΙΚΟΣ ΚΑΤΕΔΙΩΞΕ ΜΕ Ι.Χ. ΠΟΔΗΛΑΤΗΝ bbox=[1175, 995, 1530, 1037]
rule bbox=[1145, 1594, 1560, 1596]
lottery-row bbox=[702, 1114, 956, 1128]
rule bbox=[1145, 990, 1560, 992]
rule bbox=[392, 531, 602, 533]
article-body: ΡΩΜΗ, 19. — Συνήλθεν εις την Ρώμην συνέδριον συνθετών εκ διαφόρων χωρών με θέμα την σύγχρονον μουσικήν. bbox=[1430, 928, 1551, 967]
lottery-number bbox=[893, 1114, 956, 1128]
article-body: ΑΘΗΝΑΙ, 19. — Ο Εισαγγελεύς διέταξε την διενέργειαν ανακρίσεως εις βάρος των ιατρών του νοσοκομείου, εις το οποίον απεβίωσεν ο μικρός ασθενής, διότι κατά την καταγγελίαν των γονέων του δεν του παρεσχέθη έγκαιρος ιατρική περίθαλψις. bbox=[972, 497, 1131, 565]
lottery-row bbox=[702, 1201, 956, 1216]
headline-line: ΕΔΕΣΣΗΣ bbox=[751, 901, 821, 918]
article-private-schools bbox=[390, 911, 604, 1051]
lottery-number: 30479 bbox=[720, 1086, 748, 1097]
boxed-article bbox=[1425, 1110, 1556, 1250]
lottery-number: 55550 bbox=[720, 1188, 748, 1199]
article-athens-briefs bbox=[6, 1005, 382, 1217]
rule bbox=[392, 300, 602, 302]
article-body: ΠΑΡΙΣΙΟΙ, 19. — Συμφώνως προς έκθεσιν της ΟΥΝΕΣΚΟ, το ήμισυ περίπου των 700.000.000 ανηλίκων του κόσμου είναι στοιχειωδώς αγράμματοι. Το πρόβλημα είναι ιδιαιτέρως οξύ εις τας χώρας της Ασίας και της Αφρικής. Η ΟΥΝΕΣΚΟ μελετά πρόγραμμα δια την καταπολέμησιν του αναλφαβητισμού, το οποίον θα απαιτήση σημαντικά κεφάλαια. Αναφέρεται επίσης ότι εις πολλάς χώρας δεν υπάρχουν επαρκή διδακτήρια και διδάσκαλοι. bbox=[1147, 383, 1558, 433]
rule bbox=[392, 1271, 602, 1273]
headline-line: ΕΡΓΟΣΤΑΣΙΟΝ ΚΑΤΑΣΚΕΥΗΣ ΝΕΟΥ ΤΥΠΟΥ ΕΣΘΥΡΩΝ bbox=[627, 556, 945, 586]
headline: ΕΛΕΥΘΕΡΑΙ ΣΥΜΒΑΣΕΙΣ ΚΑΙ ΠΛΗΡΗ ΚΑΤΑΡΓΗΣΙΝ ΤΗΣ ΕΡΓΑΤΙΚΗΣ ΕΙΣΦΟΡΑΣ ΖΗΤΟΥΝ ΟΙ ΕΡΓΑΖΟΜΕΝΟΙ bbox=[399, 7, 595, 62]
lottery-number: 40591 bbox=[910, 1159, 939, 1169]
column-5 bbox=[1143, 6, 1562, 2330]
lottery-row bbox=[702, 1128, 956, 1143]
lottery-number: 18122 bbox=[784, 1144, 811, 1155]
article-bicycle-injury bbox=[6, 6, 382, 209]
lottery-row bbox=[702, 1099, 956, 1114]
lottery-number: 5981 bbox=[722, 1057, 745, 1068]
lottery-number: 23092 bbox=[847, 1144, 875, 1155]
rule bbox=[970, 703, 1133, 704]
article-body: ΡΩΜΗ, 19. — Αι έρευναι ιατρών απέδειξαν ότι τα υπνωτικά φάρμακα, όταν λαμβάνωνται υπό εγκύων, ενδέχεται να προκαλέσουν σοβαράς βλάβας εις τα κυοφορούμενα έμβρυα. bbox=[972, 1554, 1131, 1602]
rule bbox=[970, 434, 1133, 435]
rule bbox=[613, 844, 958, 846]
article-theatre-congress bbox=[612, 426, 960, 544]
article-house-fire bbox=[390, 1276, 604, 1362]
article-body: Ο Αν. Σταματίου, κάτοικος Καλλιθέας, κατήγγειλεν ότι άγνωστος εισελθών εις την οικίαν του δια του παραθύρου αφήρεσεν πορτοφόλιον περιέχον 2.500 δραχμάς. bbox=[972, 641, 1131, 689]
rule bbox=[970, 1340, 1133, 1341]
headline-line: ΡΩΣΣΟΙ ΚΑΙ ΑΙΓΥΠΤΙΟΙ ΕΙΔΙΚΟΙ ΕΞΕΤΑΖΟΥΝ bbox=[625, 226, 947, 269]
article-sleeping-pills bbox=[968, 1482, 1135, 1610]
article-body: Κατά την χθεσινήν ημέραν επεκράτησεν αιθρία εις όλην την χώραν, η δε θερμοκρασία εσημείωσεν αισθητήν άνοδον. Εις τας Αθήνας η μεγίστη θερμοκρασία έφθασεν τους 30 βαθμούς. Η μετεωρολογική υπηρεσία προβλέπει δια σήμερον καιρόν αίθριον με ασθενείς ανέμους. ΒΡΟΧΗ ΕΙΣ ΤΗΝ ΦΛΩΡΙΝΑΝ ΦΛΩΡΙΝΑ, 19. — Κατά την χθεσινήν ημέραν έπεσε ραγδαία βροχή η οποία προεκάλεσε ζημίας εις τας καλλιεργείας. ΠΛΗΜΜΥΡΑΙ ΕΙΣ ΟΥΓΓΑΡΙΑΝ ΒΟΥΔΑΠΕΣΤΗ, 19. — Μεγάλαι πλημμύραι έπληξαν περιοχάς της Ουγγαρίας. Χιλιάδες στρέμματα καλλιεργειών κατεστράφησαν και πολλοί κάτοικοι ηναγκάσθησαν να εγκαταλείψουν τας οικίας των. ΝΕΡΟΠΟΝΤΗ ΕΙΣ ΠΤΟΛΕΜΑΪΔΑ ΠΤΟΛΕΜΑΪΣ, 19. — Χθες εσημειώθη νεροποντή μετά χαλάζης η οποία προεκάλεσε μεγάλας ζημίας εις τα σιτηρά και τα οπωροφόρα δένδρα της περιοχής. bbox=[1147, 135, 1558, 241]
article-foot-mouth bbox=[390, 1165, 604, 1266]
column-rule bbox=[1139, 10, 1140, 2326]
section-heading: ΑΠΟ ΤΗΝ ΦΛΩΡΙΝΑΝ bbox=[198, 1409, 378, 1424]
column-4 bbox=[968, 6, 1135, 2330]
lottery-number: 37247 bbox=[847, 1071, 875, 1082]
rule bbox=[970, 1477, 1133, 1478]
headline: ΠΟΛΛΑΙ ΙΔΙΩΤΙΚΑΙ ΣΧΟΛΑΙ ΚΑΤΑΣΤΡΑΤΗΓΟΥΝ ΔΙΑΤΑΓΑΣ ΤΟΥ ΥΠΟΥΡΓΟΥ bbox=[403, 912, 591, 954]
lottery-number: 60993 bbox=[910, 1188, 939, 1199]
lottery-number: 72099 bbox=[720, 1116, 748, 1126]
lottery-number: 29953 bbox=[784, 1071, 811, 1082]
rule bbox=[392, 772, 602, 774]
article-free-contracts bbox=[390, 6, 604, 170]
article-body: ΑΘΗΝΑΙ, 19. — Ο Ι. Γεωργιάδης, κάτοικος Πειραιώς, κατήγγειλεν εις την αστυνομίαν ότι άγνωστοι διέρρηξαν το αυτοκίνητόν του σταθμευμένον εις την οδόν Σταδίου και αφήρεσαν βαλίτσαν περιέχουσαν χρήματα και τιμαλφή αξίας 30.000 δραχμών. bbox=[394, 712, 600, 760]
article-body: Κατά τας τελευταίας ημέρας εσημειώθησαν πολλά κρούσματα γαστρεντερίτιδος εις τας Αθήνας. Αι υγειονομικαί αρχαί λαμβάνουν μέτρα. bbox=[1430, 1314, 1551, 1362]
headline-line: ΒΡΟΧΗ ΚΑΙ ΧΑΛΑΖΑ ΕΠΛΗΞΕ ΤΗΝ ΠΤΟΛΕΜΑΪΔΑ bbox=[1176, 48, 1529, 90]
headline-line: ΟΙ ΡΩΣΣΟΙ ΚΛΗΡΩΤΟΙ ΜΕΤΑ ΤΟ 17ΟΝ ΕΤΟΣ bbox=[621, 700, 951, 742]
lottery-number: 72004 bbox=[784, 1116, 811, 1126]
article-earthquake-aid bbox=[612, 6, 960, 216]
headline: ΟΙ ΑΙΓΥΠΤΙΟΙ ΕΩΡΤΑΣΑΝ ΤΗΝ ΑΠΟΧΩΡΗΣΙΝ ΤΩΝ ΑΓΓΛΩΝ ΕΚ ΤΗΣ ΧΩΡΑΣ ΤΩΝ bbox=[974, 708, 1129, 771]
article-office-opening bbox=[390, 440, 604, 525]
article-lottery bbox=[612, 1020, 960, 1230]
column-3 bbox=[612, 6, 960, 2330]
article-body: ΑΘΗΝΑΙ, 19. — Το υπουργείον Παιδείας διεπίστωσεν ότι πολλαί ιδιωτικαί σχολαί δεν συμμορφούνται προς τας διατάξεις περί διδάκτρων και προσλήψεως εκπαιδευτικού προσωπικού. Εδόθησαν εντολαί προς τους επιθεωρητάς να επιβάλουν αυστηράς κυρώσεις εις τους παραβάτας. Επίσης υπενθυμίζεται ότι τα διδακτήρια πρέπει να πληρούν τους όρους υγιεινής. bbox=[394, 960, 600, 1044]
article-pharma-plants bbox=[6, 220, 382, 377]
lottery-table bbox=[702, 1055, 956, 1229]
headline-line: ΗΥΞΗΜΕΝΑΙ ΑΙ ΔΑΠΑΝΑΙ ΤΩΝ ΚΡΑΤΙΚΩΝ ΕΠΕΝΔΥΣΕΩΝ bbox=[38, 389, 350, 431]
subhead: ΒΡΟΧΗ ΕΙΣ ΤΗΝ ΦΛΩΡΙΝΑΝ bbox=[1177, 197, 1318, 210]
article-body: ΛΑΥΡΙΟΝ, 19. — Έληξεν χθες η απεργία των 1.500 εργατών των μεταλλείων του Λαυρίου κατόπιν συμφωνίας με την εταιρείαν. Οι εργάται επανήλθον εις τας εργασίας των από σήμερον το πρωί, αφού εγένοντο δεκτά τα αιτήματά των περί αυξήσεως των ημερομισθίων. bbox=[394, 586, 600, 644]
article-pm-dinner bbox=[968, 844, 1135, 970]
headline-line: ΤΩΝ ΦΑΡΜΑΚΕΥΤΙΚΩΝ ΚΑΙ ΑΡΩΜΑΤΙΚΩΝ ΦΥΤΩΝ bbox=[54, 263, 334, 305]
headline-line: ΤΟΝ ΜΕΤΕΦΕΡΕΝ ΕΙΣ ΚΛΙΝΙΚΗΝ ΚΑΙ ΕΞΗΦΑΝΙΣΘΗ bbox=[27, 48, 361, 90]
article-dei-management bbox=[1143, 1600, 1562, 1807]
lottery-row bbox=[702, 1055, 956, 1069]
headline: ΕΛΗΞΕΝ Η ΑΠΕΡΓΙΑ ΤΩΝ 1.500 ΕΡΓΑΤΩΝ ΤΟΥ ΛΑΥΡΕΙΟΥ bbox=[411, 537, 583, 580]
article-labor-news bbox=[6, 745, 382, 994]
headline: Ο Κ. ΠΡΩΘΥΠΟΥΡΓΟΣ ΔΕΝ ΘΑ ΕΚΦΩΝΗΣΗ ΛΟΓΟΝ ΚΑΤΑ ΤΟ ΓΕΥΜΑ ΤΩΝ ΣΧΟΛΩΝ ΑΝΤΑΠΟΚΡΙΤΩΝ bbox=[972, 845, 1131, 909]
headline-line: ΠΑΡΕΠΕΜΦΘΗΣΑΝ 50 ΟΔΗΓΟΙ ΕΙΣ ΤΟ ΑΥΤΟΦΩΡΟΝ bbox=[10, 94, 378, 136]
headline: ΟΙ ΚΕΡΔΙΖΟΝΤΕΣ ΑΡΙΘΜΟΙ ΤΟΥ ΛΑΪΚΟΥ ΛΑΧΕΙΟΥ bbox=[635, 1020, 937, 1052]
lottery-number: 62135 bbox=[720, 1203, 748, 1214]
article-body: Η διοίκησις του Εργατικού Κέντρου Θεσσαλονίκης απεφάσισε να συγκαλέση γενικήν συνέλευσιν των αντιπροσώπων δια την εξέτασιν των εκκρεμούντων εργατικών ζητημάτων και την κατάρτισιν των νέων αιτημάτων. Υπεβλήθη εις το υπουργείον Εργασίας υπόμνημα των εργατών κλωστοϋφαντουργίας, δια του οποίου ζητείται η αναπροσαρμογή των ημερομισθίων και η εφαρμογή της συλλογικής συμβάσεως. Η Ομοσπονδία Εργατών Οικοδόμων γνωστοποιεί ότι κατόπιν συσκέψεως με τους εργοδότας επετεύχθη συμφωνία δια την χορήγησιν αυξήσεως 8% εις τα ημερομίσθια από 1ης Ιουλίου. Το Διοικητικόν Συμβούλιον του ΙΚΑ ενέκρινε την χορήγησιν επιδόματος εις τους ησφαλισμένους οι οποίοι ευρίσκονται εις ασθένειαν πέραν των 15 ημερών. Οι εργαζόμενοι εις τα καταστήματα τροφίμων της πρωτευούσης ζητούν την εφαρμογήν του εβδομαδιαίου ωραρίου και την τήρησιν της Κυριακής αργίας. Το Εργατικόν Κέντρον Πειραιώς συνέρχεται την προσεχή Κυριακήν εις συνέλευσιν δια την λήψιν αποφάσεων επί του θέματος των ναυτεργατών. Εις τα γραφεία της Ομοσπονδίας Ιδιωτικών Υπαλλήλων έγινε σύσκεψις δια το ζήτημα του ωραρίου λειτουργίας των καταστημάτων κατά τους θερινούς μήνας. Αι εκλογαί του Σωματείου Αρτεργατών θα διεξαχθούν την 28ην τρέχοντος εις τα γραφεία του σωματείου από της 8ης πρωινής μέχρι της 6ης απογευματινής. Ο Σύλλογος Εργαζομένων εις την ΔΕΗ διεμαρτυρήθη δια την απόλυσιν συναδέλφων και ζητεί την επαναπρόσληψίν των. bbox=[10, 796, 378, 993]
lottery-number: 79446 bbox=[847, 1218, 875, 1228]
rule bbox=[392, 657, 602, 659]
headline-line: ΟΠΩΣ ΥΠΟΔΕΙΞΟΥΝ ΤΟΥΣ ΚΑΤΑΛΛΗΛΟΥΣ bbox=[1218, 1433, 1487, 1474]
lottery-number: 58162 bbox=[720, 1101, 748, 1112]
article-body: ΑΘΗΝΑΙ, 19. — Η Ιερά Σύνοδος απέστειλεν εγκύκλιον προς τους Μητροπολίτας, δια της οποίας ζητεί όπως υποδείξουν τους καταλλήλους κληρικούς και λαϊκούς δια την συγκρότησιν της επιτροπής η οποία θα επεξεργασθή τον νέον καταστατικόν χάρτην της Εκκλησίας. Ο Αρχιεπίσκοπος ετόνισεν ότι η εργασία αυτή είναι μεγίστης σημασίας δια το μέλλον της Εκκλησίας και πρέπει να αντιμετωπισθή με πάσαν σοβαρότητα. Η επιτροπή αναμένεται να συγκροτηθή εντός του προσεχούς μηνός και θα υποβάλη το πόρισμά της εντός εξαμήνου. bbox=[1147, 1520, 1558, 1588]
headline: ΕΙΔΗΣΕΙΣ ΕΞ ΑΘΗΝΩΝ ΧΩΡΙΣ ΤΙΤΛΟΝ bbox=[23, 1005, 366, 1053]
headline: Η ΙΑΠΩΝΙΑ ΑΠΕΡΡΙΨΕΝ ΑΙΤΗΣΙΝ ΤΗΣ Ν.ΚΟΡΕΑΣ ΠΕΡΙ ΧΟΡΗΓΗΣΕΩΣ ΔΑΝΕΙΟΥ bbox=[1444, 721, 1538, 791]
article-crime-children bbox=[6, 576, 382, 733]
headline: ΕΓΚΑΙΝΙΑ ΓΡΑΦΕΙΟΥ ΤΗΣ ΕΝΩΣΕΩΣ ΚΕΝΤΡΟΥ ΕΙΣ ΤΟΝ ΑΞΙΟΝ bbox=[396, 441, 598, 483]
section-heading: ΑΠΟ ΤΗΝ ΠΤΟΛΕΜΑΪΔΑ bbox=[198, 1317, 378, 1333]
rule bbox=[8, 384, 380, 386]
section-heading: ΑΠΟ ΤΟ ΑΜΥΝΤΑΙΟΝ bbox=[198, 1257, 378, 1272]
boxed-article bbox=[1425, 717, 1556, 875]
article-wholesale-shops bbox=[390, 778, 604, 900]
article-lavrion-strike bbox=[390, 537, 604, 651]
column-rule bbox=[608, 10, 609, 2326]
lottery-number: 7784 bbox=[722, 1129, 745, 1140]
